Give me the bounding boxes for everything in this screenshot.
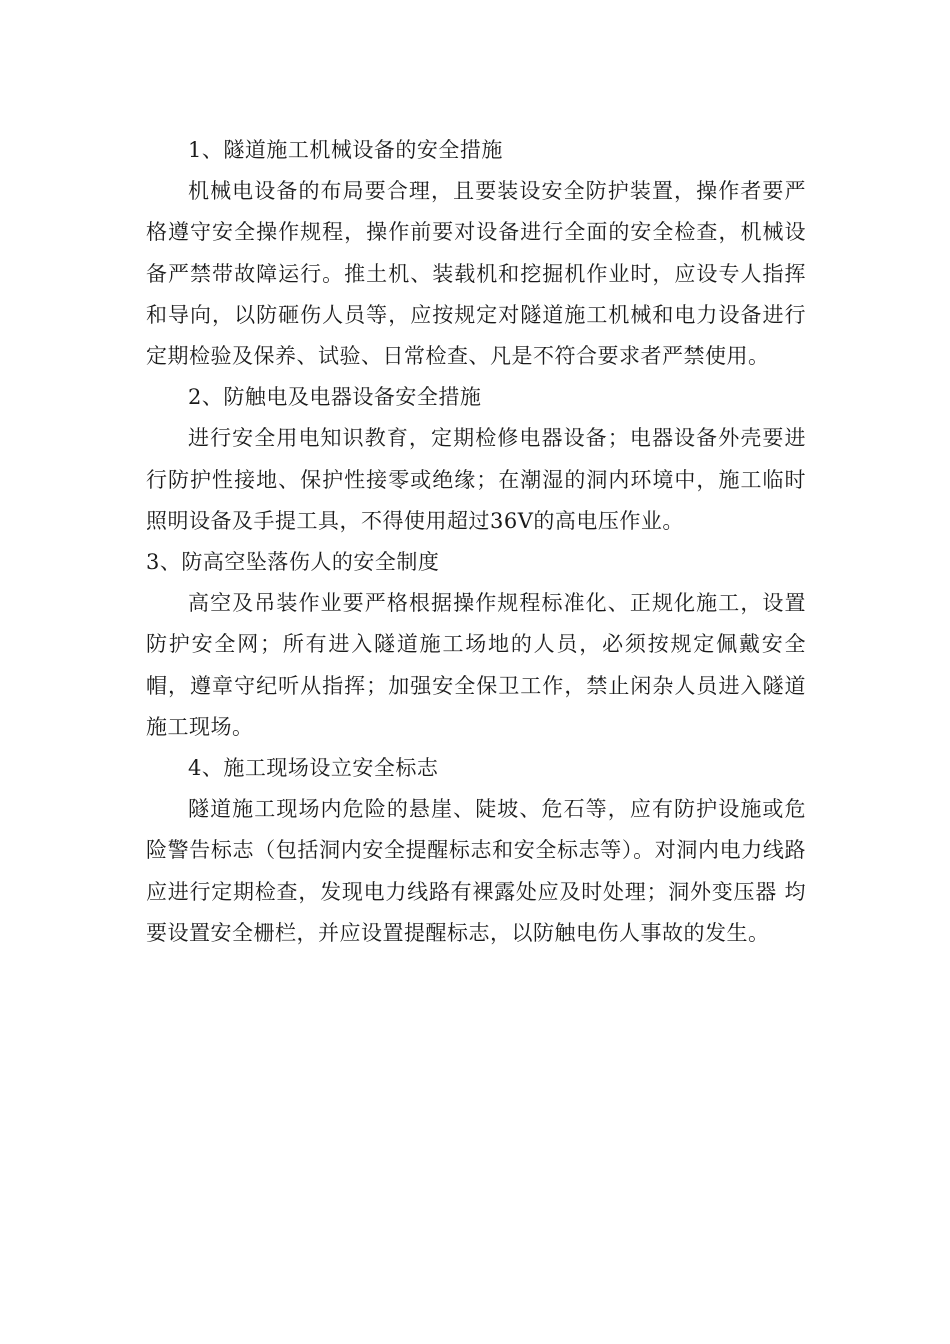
section-3-heading: 3、防高空坠落伤人的安全制度 xyxy=(146,550,440,575)
section-4-heading: 4、施工现场设立安全标志 xyxy=(188,756,439,781)
section-2-body: 进行安全用电知识教育，定期检修电器设备；电器设备外壳要进行防护性接地、保护性接零或绝缘；在潮湿的洞内环境中，施工临时照明设备及手提工具，不得使用超过36V的高电压作业。 xyxy=(146,426,806,533)
section-3-body: 高空及吊装作业要严格根据操作规程标准化、正规化施工，设置防护安全网；所有进入隧道施工场地的人员，必须按规定佩戴安全帽，遵章守纪听从指挥；加强安全保卫工作，禁止闲杂人员进入隧道施工现场。 xyxy=(146,591,806,739)
section-2-heading: 2、防触电及电器设备安全措施 xyxy=(188,385,482,410)
section-4-body: 隧道施工现场内危险的悬崖、陡坡、危石等，应有防护设施或危险警告标志（包括洞内安全提醒标志和安全标志等）。对洞内电力线路应进行定期检查，发现电力线路有裸露处应及时处理；洞外变压器 均要设置安全栅栏，并应设置提醒标志，以防触电伤人事故的发生。 xyxy=(146,797,806,945)
document-content xyxy=(146,130,806,954)
section-1-heading: 1、隧道施工机械设备的安全措施 xyxy=(188,138,503,162)
section-1-body: 机械电设备的布局要合理，且要装设安全防护装置，操作者要严格遵守安全操作规程，操作前要对设备进行全面的安全检查，机械设备严禁带故障运行。推土机、装载机和挖掘机作业时，应设专人指挥和导向，以防砸伤人员等，应按规定对隧道施工机械和电力设备进行定期检验及保养、试验、日常检查、凡是不符合要求者严禁使用。 xyxy=(146,179,806,369)
